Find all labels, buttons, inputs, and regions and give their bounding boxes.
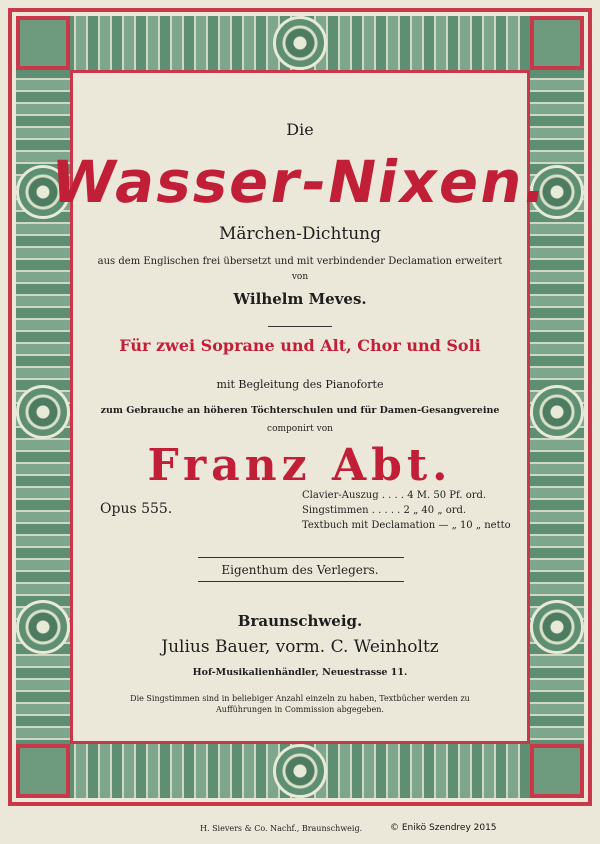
- price-row: Singstimmen . . . . . 2 „ 40 „ ord.: [302, 505, 467, 516]
- corner-ornament-top-right: [530, 16, 584, 70]
- outer-border-bottom: [8, 802, 592, 806]
- composed-by-label: componirt von: [267, 424, 333, 434]
- inner-border-top: [70, 70, 530, 73]
- rights-notice: Eigenthum des Verlegers.: [221, 563, 379, 577]
- publisher-city: Braunschweig.: [237, 612, 363, 630]
- publisher-address: Hof-Musikalienhändler, Neuestrasse 11.: [192, 667, 408, 678]
- author-name: Wilhelm Meves.: [233, 290, 367, 308]
- rights-rule-bottom: [198, 581, 404, 582]
- title-prefix: Die: [286, 120, 314, 139]
- corner-ornament-bottom-right: [530, 744, 584, 798]
- rosette-ornament-bottom-center: [273, 744, 327, 798]
- main-title: Wasser-Nixen.: [45, 148, 555, 216]
- corner-ornament-top-left: [16, 16, 70, 70]
- outer-border-top: [8, 8, 592, 12]
- singing-parts-note: Die Singstimmen sind in beliebiger Anzahl einzeln zu haben, Textbücher werden zu Aufführungen in Commission abgegeben.: [130, 694, 470, 714]
- corner-ornament-bottom-left: [16, 744, 70, 798]
- accompaniment-line: mit Begleitung des Pianoforte: [216, 378, 384, 391]
- genre-subtitle: Märchen-Dichtung: [218, 224, 382, 244]
- photo-credit: © Enikö Szendrey 2015: [390, 823, 497, 833]
- rights-rule-top: [198, 557, 404, 558]
- purpose-line: zum Gebrauche an höheren Töchterschulen und für Damen-Gesangvereine: [100, 405, 500, 416]
- price-row: Clavier-Auszug . . . . 4 M. 50 Pf. ord.: [302, 490, 487, 501]
- publisher-name: Julius Bauer, vorm. C. Weinholtz: [161, 637, 439, 657]
- scoring-line: Für zwei Soprane und Alt, Chor und Soli: [119, 336, 481, 355]
- printer-imprint: H. Sievers & Co. Nachf., Braunschweig.: [200, 824, 363, 833]
- author-divider: [268, 326, 332, 327]
- price-row: Textbuch mit Declamation — „ 10 „ netto: [302, 520, 511, 531]
- rosette-ornament-top-center: [273, 16, 327, 70]
- composer-name: Franz Abt.: [147, 440, 453, 491]
- translation-description: aus dem Englischen frei übersetzt und mit verbindender Declamation erweitert: [97, 256, 503, 267]
- von-label: von: [291, 272, 309, 282]
- opus-number: Opus 555.: [100, 501, 173, 517]
